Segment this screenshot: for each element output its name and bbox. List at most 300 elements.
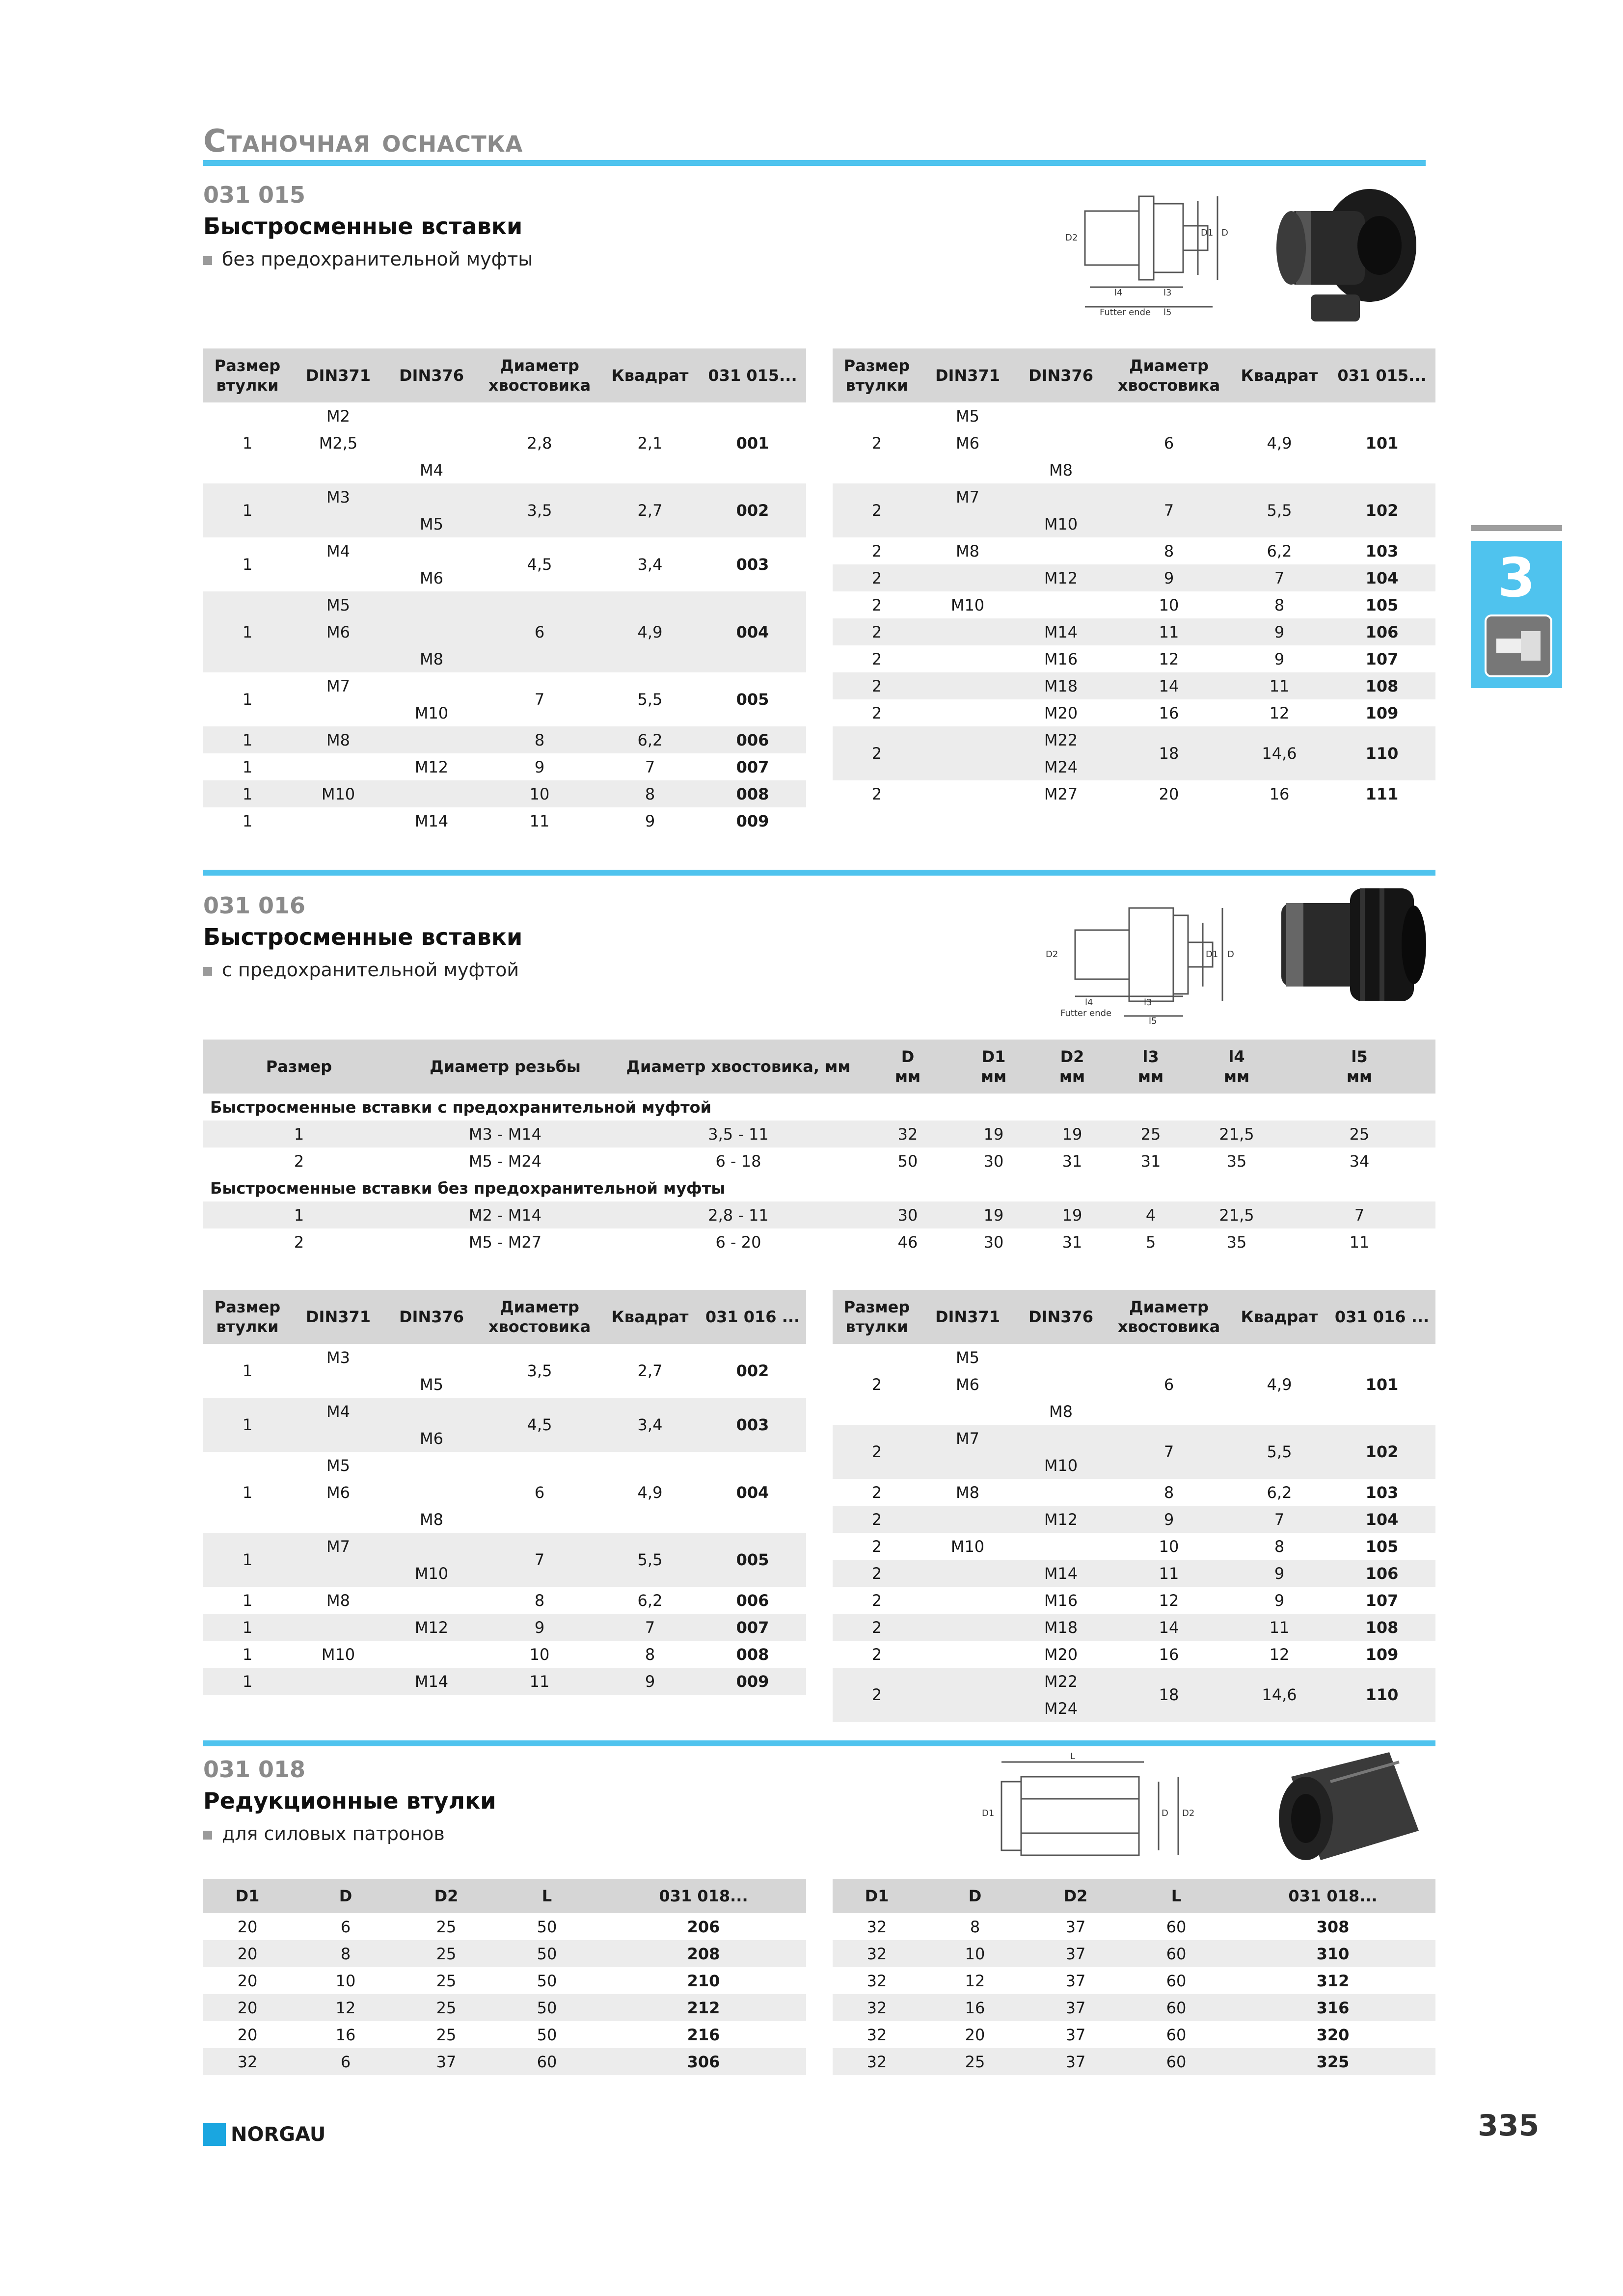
section-031018-heading	[203, 1756, 496, 1844]
column-header: DIN371	[921, 1290, 1014, 1344]
column-header: D1	[833, 1879, 921, 1913]
size-cell: 2	[871, 784, 882, 803]
section-rule	[203, 870, 1435, 876]
table-cell: 32	[866, 2025, 887, 2044]
din371-cell: M5	[326, 1456, 350, 1475]
din376-cell	[1014, 1371, 1108, 1398]
din376-cell	[385, 1479, 478, 1506]
din371-cell	[292, 699, 385, 726]
table-cell: 50	[897, 1151, 918, 1171]
size-cell: 2	[871, 595, 882, 614]
shank-diameter-cell: 14	[1108, 672, 1230, 699]
article-code-cell: 216	[687, 2025, 720, 2044]
chapter-tab[interactable]	[1471, 525, 1562, 698]
size-cell: 2	[833, 564, 921, 591]
section-code: 031 018	[203, 1756, 306, 1783]
square-cell: 8	[645, 1645, 655, 1664]
din371-cell: M10	[950, 595, 985, 614]
square-cell: 9	[1230, 1560, 1328, 1587]
article-code-cell: 210	[687, 1971, 720, 1990]
din371-cell	[921, 1641, 1014, 1668]
square-cell: 11	[1230, 672, 1328, 699]
column-header-label: l3	[1142, 1047, 1159, 1066]
table-cell: 32	[833, 1940, 921, 1967]
column-header: 031 018...	[1230, 1879, 1435, 1913]
din371-cell: M2,5	[319, 433, 358, 453]
table-cell: 37	[1029, 2048, 1122, 2075]
column-header	[1283, 1040, 1435, 1094]
din371-cell	[921, 1614, 1014, 1641]
column-header-unit: мм	[1059, 1067, 1085, 1086]
article-code-cell: 101	[1365, 433, 1399, 453]
bullet-square-icon	[203, 256, 212, 265]
article-code-cell: 003	[699, 1398, 806, 1452]
column-header: DIN376	[385, 348, 478, 402]
table-row	[203, 672, 806, 699]
din376-cell: M10	[1014, 510, 1108, 537]
size-cell: 1	[242, 1483, 253, 1502]
drawing-label: D	[1227, 949, 1234, 960]
din376-cell	[385, 1344, 478, 1371]
column-header-label: Размер	[266, 1057, 332, 1076]
column-header: DIN376	[1014, 348, 1108, 402]
din376-cell	[1014, 1479, 1108, 1506]
header-row	[203, 1040, 1435, 1094]
page-title: Станочная оснастка	[203, 123, 523, 160]
table-cell: 25	[921, 2048, 1029, 2075]
column-header-label: D1	[981, 1047, 1006, 1066]
table-cell: 50	[493, 1940, 601, 1967]
column-header: D	[292, 1879, 400, 1913]
column-header: L	[493, 1879, 601, 1913]
page-header	[203, 123, 1426, 166]
table-cell: 50	[537, 2025, 557, 2044]
din371-cell	[292, 1371, 385, 1398]
article-code-cell: 109	[1365, 1645, 1399, 1664]
square-cell: 2,1	[637, 433, 663, 453]
din371-cell: M2	[326, 406, 350, 426]
din371-cell: M7	[921, 1425, 1014, 1452]
column-header-unit: мм	[1223, 1067, 1250, 1086]
shank-diameter-cell: 7	[534, 690, 545, 709]
shank-diameter-cell: 12	[1159, 649, 1179, 668]
din376-cell: M18	[1014, 1614, 1108, 1641]
article-code-cell: 306	[601, 2048, 806, 2075]
square-cell: 11	[1230, 1614, 1328, 1641]
table-cell: 21,5	[1190, 1201, 1283, 1228]
size-cell: 2	[871, 1375, 882, 1394]
column-header: 031 018...	[601, 1879, 806, 1913]
shank-diameter-cell: 11	[478, 1668, 601, 1695]
din376-cell	[385, 402, 478, 429]
table-cell: 12	[965, 1971, 985, 1990]
article-code-cell: 002	[736, 1362, 769, 1380]
din371-cell: M6	[292, 618, 385, 645]
size-cell: 2	[833, 1425, 921, 1479]
din371-cell	[292, 1425, 385, 1452]
din371-cell	[292, 753, 385, 780]
column-header: Квадрат	[1230, 348, 1328, 402]
square-cell: 8	[1274, 595, 1285, 614]
table-cell: 20	[237, 1971, 258, 1990]
table-row	[203, 1344, 806, 1371]
table-cell: 32	[203, 2048, 292, 2075]
product-photo-031018	[1262, 1747, 1429, 1875]
column-header-unit: мм	[1346, 1067, 1373, 1086]
din376-cell: M12	[1014, 564, 1108, 591]
din376-cell	[385, 1452, 478, 1479]
drawing-label: Futter ende	[1100, 307, 1151, 318]
header-row	[203, 348, 806, 402]
drawing-label: l4	[1085, 997, 1093, 1008]
din376-cell	[385, 1398, 478, 1425]
din376-cell: M18	[1014, 672, 1108, 699]
table-row	[203, 780, 806, 807]
table-row	[203, 1641, 806, 1668]
table-cell: 5	[1145, 1232, 1156, 1252]
table-row	[833, 1614, 1435, 1641]
shank-diameter-cell: 9	[1108, 564, 1230, 591]
table-row	[203, 1587, 806, 1614]
table-cell: 25	[1111, 1121, 1190, 1148]
column-header	[203, 1040, 395, 1094]
table-row	[203, 1913, 806, 1940]
column-header-unit: мм	[894, 1067, 921, 1086]
table-row	[833, 1913, 1435, 1940]
column-header-label: D2	[1060, 1047, 1084, 1066]
logo-square-icon	[203, 2123, 226, 2146]
din376-cell	[1014, 591, 1108, 618]
table-row	[833, 1641, 1435, 1668]
section-code: 031 015	[203, 182, 306, 208]
square-cell: 9	[1274, 1591, 1285, 1610]
article-code-cell: 104	[1328, 564, 1435, 591]
din371-cell: M10	[321, 1645, 355, 1664]
square-cell: 12	[1269, 1645, 1290, 1664]
table-row	[833, 564, 1435, 591]
column-header: Размер втулки	[203, 348, 292, 402]
din371-cell	[921, 1398, 1014, 1425]
table-cell: 60	[1122, 1940, 1230, 1967]
din376-cell	[1014, 483, 1108, 510]
square-cell: 8	[601, 780, 699, 807]
din376-cell	[385, 429, 478, 456]
table-cell: 1	[203, 1201, 395, 1228]
din376-cell: M20	[1044, 1645, 1078, 1664]
table-row	[833, 1994, 1435, 2021]
din371-cell: M5	[292, 591, 385, 618]
din371-cell	[292, 1668, 385, 1695]
header-row	[833, 1879, 1435, 1913]
table-row	[833, 591, 1435, 618]
din376-cell	[385, 1587, 478, 1614]
din371-cell: M10	[292, 780, 385, 807]
section-title: Быстросменные вставки	[203, 213, 523, 240]
din371-cell	[921, 564, 1014, 591]
size-cell: 2	[833, 672, 921, 699]
din371-cell: M7	[326, 676, 350, 695]
din371-cell	[921, 645, 1014, 672]
group-label: Быстросменные вставки с предохранительной муфтой	[203, 1094, 1435, 1121]
article-code-cell: 310	[1230, 1940, 1435, 1967]
article-code-cell: 004	[736, 1483, 769, 1502]
shank-diameter-cell: 8	[1163, 1483, 1174, 1502]
table-cell: 60	[1166, 1971, 1187, 1990]
square-cell: 2,7	[637, 1362, 663, 1380]
square-cell: 6,2	[637, 1591, 663, 1610]
din376-cell	[385, 672, 478, 699]
din376-cell: M6	[385, 1425, 478, 1452]
shank-diameter-cell: 20	[1159, 784, 1179, 803]
size-cell: 2	[871, 433, 882, 453]
table-cell: 20	[203, 1940, 292, 1967]
table-cell: 20	[237, 1917, 258, 1936]
din376-cell: M12	[414, 757, 449, 776]
din376-cell: M27	[1044, 784, 1078, 803]
table-cell: 6 - 18	[715, 1151, 761, 1171]
table-cell: 60	[1122, 1994, 1230, 2021]
table-cell: 37	[1065, 2025, 1086, 2044]
article-code-cell: 320	[1316, 2025, 1350, 2044]
din371-cell	[921, 456, 1014, 483]
table-cell: 46	[897, 1232, 918, 1252]
square-cell: 4,9	[601, 591, 699, 672]
shank-diameter-cell: 10	[1159, 1537, 1179, 1556]
drawing-label: D2	[1046, 949, 1058, 960]
section-subtitle	[203, 248, 533, 270]
table-cell: 37	[1029, 1940, 1122, 1967]
square-cell: 9	[601, 1668, 699, 1695]
tab-body	[1471, 541, 1562, 688]
square-cell: 7	[601, 1614, 699, 1641]
drawing-label: D1	[1206, 949, 1218, 960]
size-cell: 1	[203, 1398, 292, 1452]
table-031015-size1	[203, 348, 806, 834]
table-cell: 19	[954, 1201, 1033, 1228]
table-row	[203, 402, 806, 429]
din371-cell	[921, 699, 1014, 726]
table-cell: 30	[983, 1151, 1004, 1171]
article-code-cell: 111	[1365, 784, 1399, 803]
column-header: D2	[1029, 1879, 1122, 1913]
bullet-square-icon	[203, 967, 212, 976]
shank-diameter-cell: 12	[1159, 1591, 1179, 1610]
table-cell: 32	[833, 2048, 921, 2075]
column-header: D1	[203, 1879, 292, 1913]
din371-cell	[292, 807, 385, 834]
column-header: Квадрат	[1230, 1290, 1328, 1344]
column-header: Размер втулки	[833, 1290, 921, 1344]
table-row	[203, 1614, 806, 1641]
drawing-label: D2	[1065, 233, 1078, 243]
table-row	[203, 726, 806, 753]
shank-diameter-cell: 10	[1159, 595, 1179, 614]
din376-cell: M14	[1014, 1560, 1108, 1587]
din371-cell	[921, 1560, 1014, 1587]
article-code-cell: 312	[1316, 1971, 1350, 1990]
table-row	[203, 1533, 806, 1560]
table-row	[203, 1201, 1435, 1228]
article-code-cell: 105	[1365, 1537, 1399, 1556]
din376-cell: M12	[1014, 1506, 1108, 1533]
subtitle-text: с предохранительной муфтой	[222, 959, 519, 981]
table-row	[203, 591, 806, 618]
article-code-cell: 110	[1328, 1668, 1435, 1722]
size-cell: 1	[242, 1645, 253, 1664]
din371-cell: M3	[292, 483, 385, 510]
table-row	[203, 1940, 806, 1967]
table-row	[203, 537, 806, 564]
din376-cell	[1014, 429, 1108, 456]
article-code-cell: 102	[1328, 1425, 1435, 1479]
din371-cell: M7	[921, 483, 1014, 510]
section-subtitle	[203, 1823, 496, 1844]
size-cell: 1	[242, 433, 253, 453]
table-031016-dimensions	[203, 1040, 1435, 1255]
article-code-cell: 206	[687, 1917, 720, 1936]
size-cell: 1	[203, 483, 292, 537]
technical-drawing-031018	[972, 1752, 1227, 1865]
table-cell: 25	[436, 2025, 457, 2044]
table-cell: 32	[861, 1121, 954, 1148]
article-code-cell: 106	[1328, 1560, 1435, 1587]
column-header: Квадрат	[601, 348, 699, 402]
table-row	[203, 753, 806, 780]
shank-diameter-cell: 7	[1108, 1425, 1230, 1479]
section-031016-heading	[203, 892, 522, 981]
table-cell: 35	[1226, 1232, 1247, 1252]
size-cell: 1	[242, 555, 253, 574]
shank-diameter-cell: 14	[1108, 1614, 1230, 1641]
table-cell: 32	[866, 1917, 887, 1936]
table-cell: 8	[292, 1940, 400, 1967]
table-031015-size2	[833, 348, 1435, 807]
shank-diameter-cell: 4,5	[527, 555, 552, 574]
table-row	[833, 2048, 1435, 2075]
shank-diameter-cell: 6	[1163, 1375, 1174, 1394]
size-cell: 1	[242, 811, 253, 830]
table-row	[203, 1452, 806, 1479]
din371-cell: M7	[292, 1533, 385, 1560]
column-header: DIN371	[292, 1290, 385, 1344]
article-code-cell: 106	[1328, 618, 1435, 645]
article-code-cell: 110	[1328, 726, 1435, 780]
column-header	[1111, 1040, 1190, 1094]
table-cell: M3 - M14	[395, 1121, 616, 1148]
din376-cell	[1014, 402, 1108, 429]
size-cell: 1	[203, 1614, 292, 1641]
drawing-label: D	[1162, 1808, 1168, 1818]
table-row	[833, 645, 1435, 672]
din371-cell	[921, 672, 1014, 699]
header-row	[833, 1290, 1435, 1344]
header-row	[833, 348, 1435, 402]
square-cell: 7	[645, 757, 655, 776]
size-cell: 2	[833, 1560, 921, 1587]
din371-cell	[921, 1695, 1014, 1722]
shank-diameter-cell: 9	[1108, 1506, 1230, 1533]
table-row	[203, 1228, 1435, 1255]
din376-cell	[385, 537, 478, 564]
table-cell: 19	[1033, 1201, 1111, 1228]
column-header-label: Диаметр хвостовика, мм	[626, 1057, 851, 1076]
din371-cell: M4	[292, 1398, 385, 1425]
table-cell: 11	[1349, 1232, 1370, 1252]
table-row	[833, 1587, 1435, 1614]
article-code-cell: 009	[736, 811, 769, 830]
shank-diameter-cell: 10	[529, 1645, 550, 1664]
table-row	[833, 483, 1435, 510]
table-cell: 2	[294, 1232, 304, 1252]
din371-cell	[292, 1614, 385, 1641]
drawing-label: L	[1070, 1752, 1076, 1762]
table-row	[203, 2048, 806, 2075]
shank-diameter-cell: 11	[1108, 618, 1230, 645]
shank-diameter-cell: 9	[534, 757, 545, 776]
table-cell: 60	[493, 2048, 601, 2075]
din371-cell: M8	[956, 1483, 979, 1502]
shank-diameter-cell: 8	[534, 1591, 545, 1610]
table-cell: 6	[292, 2048, 400, 2075]
column-header-label: D	[901, 1047, 915, 1066]
table-cell: 25	[400, 1940, 493, 1967]
header-row	[203, 1290, 806, 1344]
table-row	[833, 1425, 1435, 1452]
square-cell: 9	[1274, 649, 1285, 668]
din376-cell: M12	[385, 1614, 478, 1641]
din376-cell	[1014, 1533, 1108, 1560]
shank-diameter-cell: 3,5	[527, 1362, 552, 1380]
table-row	[833, 2021, 1435, 2048]
din376-cell: M10	[385, 1560, 478, 1587]
drawing-label: l3	[1144, 997, 1152, 1008]
size-cell: 2	[871, 649, 882, 668]
square-cell: 9	[645, 811, 655, 830]
drawing-label: Futter ende	[1060, 1008, 1112, 1018]
table-cell: 21,5	[1190, 1121, 1283, 1148]
din376-cell: M16	[1044, 1591, 1078, 1610]
din371-cell: M10	[950, 1537, 985, 1556]
group-row	[203, 1175, 1435, 1201]
table-cell: 25	[400, 1994, 493, 2021]
din371-cell	[921, 780, 1014, 807]
drawing-label: l5	[1163, 307, 1172, 318]
square-cell: 3,4	[601, 1398, 699, 1452]
table-cell: 34	[1349, 1151, 1370, 1171]
article-code-cell: 104	[1328, 1506, 1435, 1533]
table-031018-left	[203, 1879, 806, 2075]
din376-cell: M6	[420, 568, 443, 587]
article-code-cell: 006	[736, 1591, 769, 1610]
table-cell: 10	[335, 1971, 356, 1990]
table-cell: M5 - M27	[468, 1232, 542, 1252]
table-cell: 10	[921, 1940, 1029, 1967]
table-cell: 32	[833, 1994, 921, 2021]
square-cell: 5,5	[1230, 483, 1328, 537]
tool-holder-icon	[1485, 614, 1552, 677]
shank-diameter-cell: 8	[1163, 541, 1174, 561]
table-cell: 60	[1166, 2025, 1187, 2044]
table-cell: 31	[1140, 1151, 1161, 1171]
shank-diameter-cell: 16	[1159, 1645, 1179, 1664]
column-header-label: Диаметр резьбы	[430, 1057, 581, 1076]
din371-cell	[921, 1452, 1014, 1479]
table-cell: 31	[1062, 1232, 1082, 1252]
column-header: 031 016 ...	[1328, 1290, 1435, 1344]
table-row	[203, 1148, 1435, 1175]
size-cell: 2	[871, 1645, 882, 1664]
din376-cell	[385, 591, 478, 618]
